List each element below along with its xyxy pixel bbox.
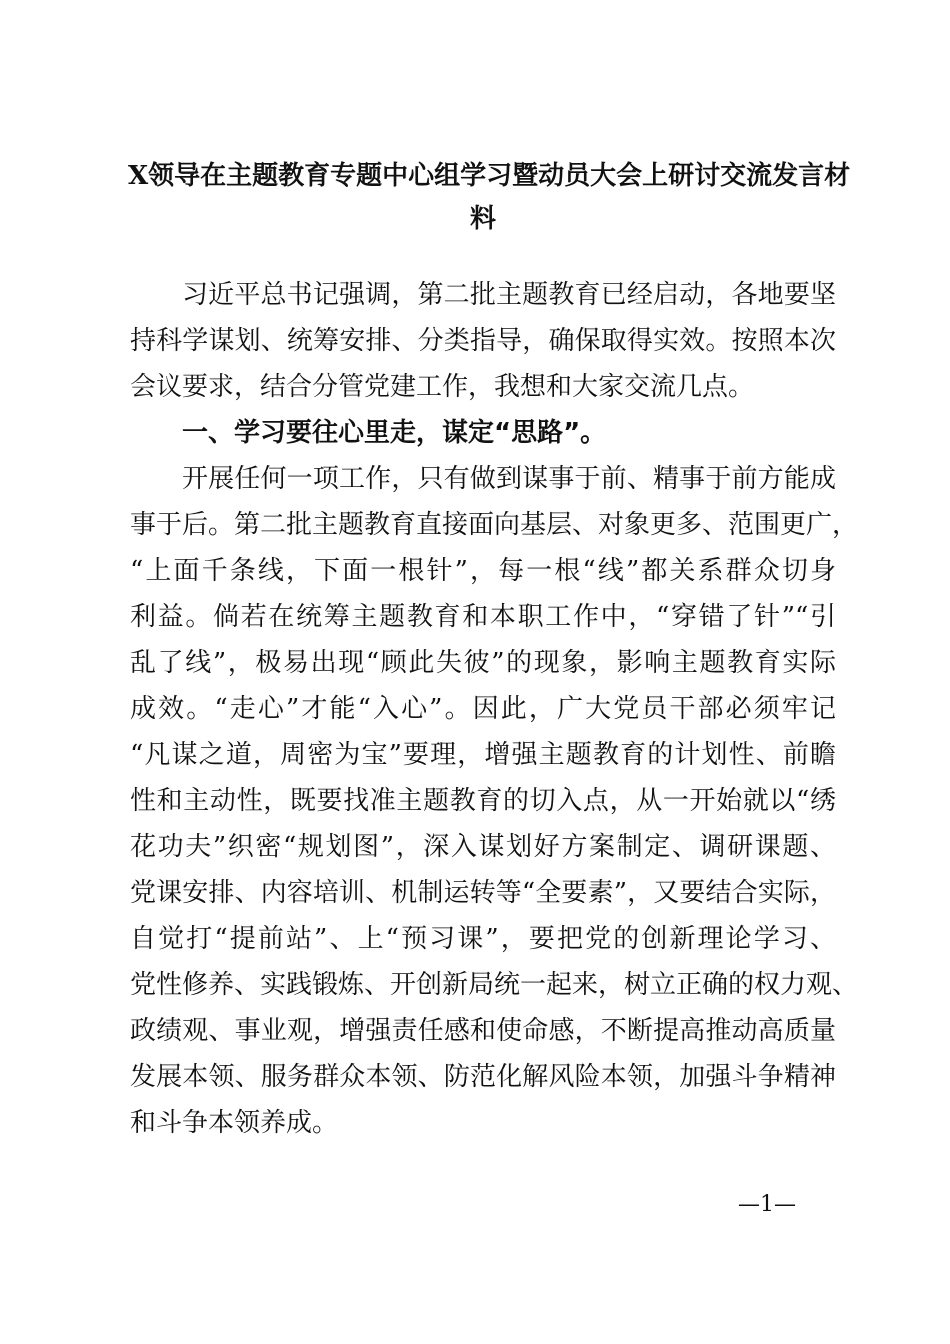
intro-paragraph-line: 会议要求，结合分管党建工作，我想和大家交流几点。 [130, 372, 755, 402]
document-title-line-2: 料 [469, 204, 496, 234]
document-title-line-1: X领导在主题教育专题中心组学习暨动员大会上研讨交流发言材 [128, 161, 851, 191]
page-number: —1— [738, 1192, 796, 1217]
section-1-paragraph-line: 事于后。第二批主题教育直接面向基层、对象更多、范围更广， [130, 510, 859, 540]
section-1-paragraph-line: 花功夫”织密“规划图”，深入谋划好方案制定、调研课题、 [130, 832, 836, 862]
section-1-paragraph-line: 开展任何一项工作，只有做到谋事于前、精事于前方能成 [182, 464, 836, 494]
intro-paragraph-line: 持科学谋划、统筹安排、分类指导，确保取得实效。按照本次 [130, 326, 836, 356]
section-1-paragraph-line: 性和主动性，既要找准主题教育的切入点，从一开始就以“绣 [130, 786, 836, 816]
section-1-paragraph-line: 党课安排、内容培训、机制运转等“全要素”，又要结合实际， [130, 878, 836, 908]
section-1-paragraph-line: “凡谋之道，周密为宝”要理，增强主题教育的计划性、前瞻 [130, 740, 836, 770]
section-1-paragraph-line: 成效。“走心”才能“入心”。因此，广大党员干部必须牢记 [130, 694, 836, 724]
section-1-paragraph-line: 党性修养、实践锻炼、开创新局统一起来，树立正确的权力观、 [130, 970, 859, 1000]
section-1-heading: 一、学习要往心里走，谋定“思路”。 [182, 418, 607, 448]
section-1-paragraph-line: “上面千条线，下面一根针”，每一根“线”都关系群众切身 [130, 556, 836, 586]
section-1-paragraph-line: 发展本领、服务群众本领、防范化解风险本领，加强斗争精神 [130, 1062, 836, 1092]
section-1-paragraph-line: 自觉打“提前站”、上“预习课”，要把党的创新理论学习、 [130, 924, 836, 954]
section-1-paragraph-line: 政绩观、事业观，增强责任感和使命感，不断提高推动高质量 [130, 1016, 836, 1046]
section-1-paragraph-line: 和斗争本领养成。 [130, 1108, 339, 1138]
section-1-paragraph-line: 利益。倘若在统筹主题教育和本职工作中，“穿错了针”“引 [130, 602, 836, 632]
intro-paragraph-line: 习近平总书记强调，第二批主题教育已经启动，各地要坚 [182, 280, 836, 310]
section-1-paragraph-line: 乱了线”，极易出现“顾此失彼”的现象，影响主题教育实际 [130, 648, 836, 678]
